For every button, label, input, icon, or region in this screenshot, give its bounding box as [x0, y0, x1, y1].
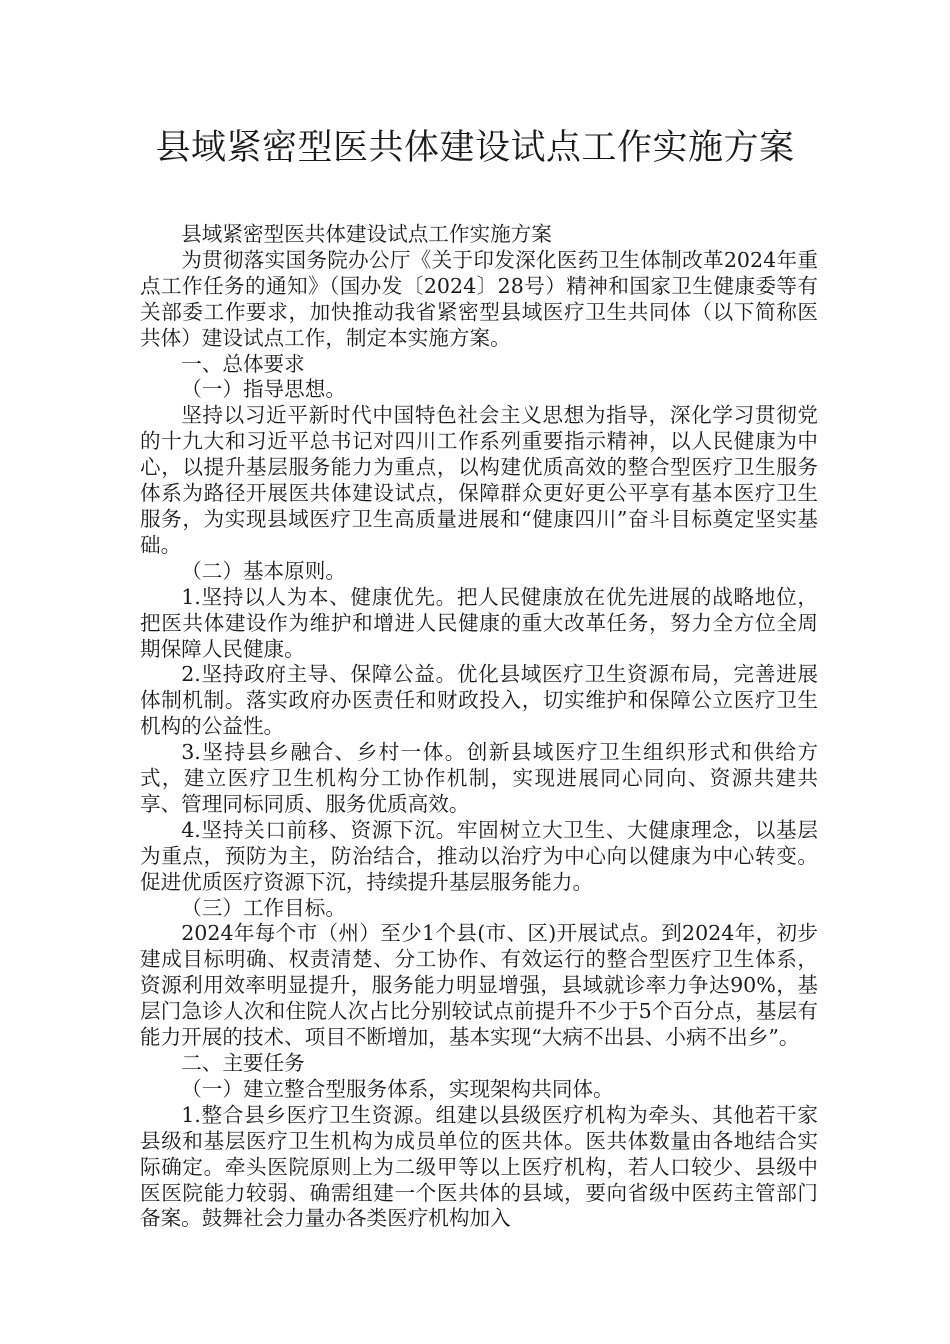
paragraph-principle-4: 4.坚持关口前移、资源下沉。牢固树立大卫生、大健康理念，以基层为重点，预防为主，防治结合，推动以治疗为中心向以健康为中心转变。促进优质医疗资源下沉，持续提升基层服务能力。	[140, 817, 818, 894]
heading-integrated-system: （一）建立整合型服务体系，实现架构共同体。	[181, 1076, 614, 1101]
paragraph-principle-3: 3.坚持县乡融合、乡村一体。创新县域医疗卫生组织形式和供给方式，建立医疗卫生机构分工协作机制，实现进展同心同向、资源共建共享、管理同标同质、服务优质高效。	[140, 740, 818, 816]
heading-main-tasks: 二、主要任务	[181, 1051, 305, 1075]
paragraph-subtitle: 县域紧密型医共体建设试点工作实施方案	[181, 222, 552, 246]
paragraph-intro: 为贯彻落实国务院办公厅《关于印发深化医药卫生体制改革2024年重点工作任务的通知》（国办发〔2024〕28号）精神和国家卫生健康委等有关部委工作要求，加快推动我省紧密型县域医疗卫生共同体（以下简称医共体）建设试点工作，制定本实施方案。	[140, 247, 818, 350]
document-title: 县域紧密型医共体建设试点工作实施方案	[155, 128, 795, 168]
paragraph-guiding-ideology: 坚持以习近平新时代中国特色社会主义思想为指导，深化学习贯彻党的十九大和习近平总书记对四川工作系列重要指示精神，以人民健康为中心，以提升基层服务能力为重点，以构建优质高效的整合型医疗卫生服务体系为路径开展医共体建设试点，保障群众更好更公平享有基本医疗卫生服务，为实现县域医疗卫生高质量进展和“健康四川”奋斗目标奠定坚实基础。	[140, 403, 818, 557]
document-body	[140, 222, 818, 1232]
paragraph-task-1: 1.整合县乡医疗卫生资源。组建以县级医疗机构为牵头、其他若干家县级和基层医疗卫生机构为成员单位的医共体。医共体数量由各地结合实际确定。牵头医院原则上为二级甲等以上医疗机构，若人口较少、县级中医医院能力较弱、确需组建一个医共体的县域，要向省级中医药主管部门备案。鼓舞社会力量办各类医疗机构加入	[140, 1102, 818, 1231]
heading-guiding-ideology: （一）指导思想。	[181, 377, 346, 402]
paragraph-work-goals: 2024年每个市（州）至少1个县(市、区)开展试点。到2024年，初步建成目标明确、权责清楚、分工协作、有效运行的整合型医疗卫生体系，资源利用效率明显提升，服务能力明显增强，县域就诊率力争达90%，基层门急诊人次和住院人次占比分别较试点前提升不少于5个百分点，基层有能力开展的技术、项目不断增加，基本实现“大病不出县、小病不出乡”。	[140, 921, 818, 1050]
heading-general-requirements: 一、总体要求	[181, 351, 305, 376]
heading-work-goals: （三）工作目标。	[181, 895, 346, 920]
paragraph-principle-1: 1.坚持以人为本、健康优先。把人民健康放在优先进展的战略地位，把医共体建设作为维护和增进人民健康的重大改革任务，努力全方位全周期保障人民健康。	[140, 584, 818, 661]
heading-basic-principles: （二）基本原则。	[181, 558, 346, 583]
paragraph-principle-2: 2.坚持政府主导、保障公益。优化县域医疗卫生资源布局，完善进展体制机制。落实政府办医责任和财政投入，切实维护和保障公立医疗卫生机构的公益性。	[140, 662, 818, 739]
